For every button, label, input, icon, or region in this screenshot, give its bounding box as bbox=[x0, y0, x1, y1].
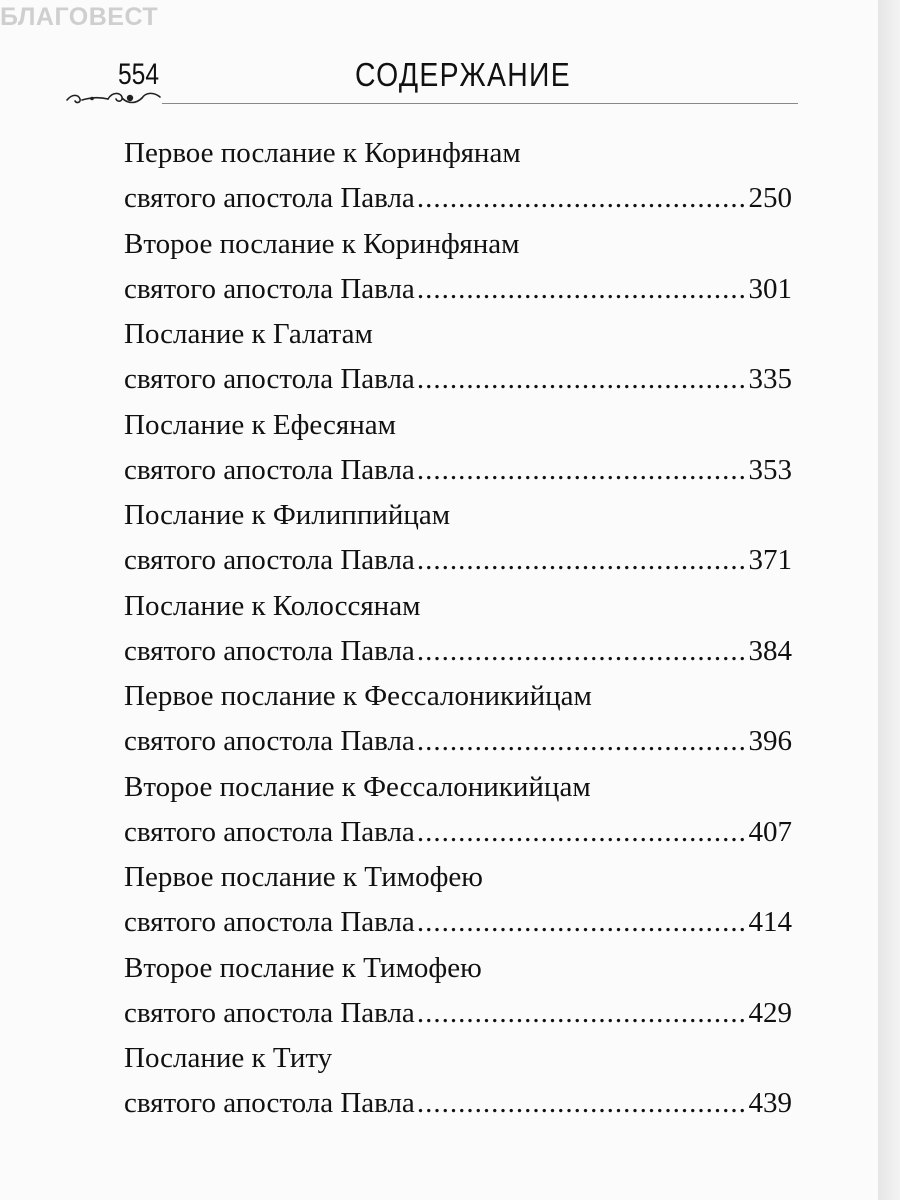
entry-page-number: 335 bbox=[748, 363, 792, 395]
entry-subtitle: святого апостола Павла bbox=[124, 906, 415, 938]
entry-subtitle: святого апостола Павла bbox=[124, 996, 415, 1029]
entry-subtitle: святого апостола Павла bbox=[124, 182, 415, 214]
dot-leader bbox=[417, 357, 747, 402]
entry-page-number: 429 bbox=[748, 996, 792, 1029]
entry-page-number: 250 bbox=[748, 182, 792, 214]
entry-title: Послание к Ефесянам bbox=[124, 408, 396, 441]
entry-subtitle-line bbox=[124, 900, 792, 945]
entry-subtitle-line bbox=[124, 719, 792, 764]
entry-subtitle: святого апостола Павла bbox=[124, 544, 415, 576]
dot-leader bbox=[417, 538, 747, 583]
entry-subtitle: святого апостола Павла bbox=[124, 363, 415, 395]
entry-subtitle: святого апостола Павла bbox=[124, 815, 415, 848]
entry-page-number: 407 bbox=[748, 815, 792, 848]
entry-title: Послание к Колоссянам bbox=[124, 589, 421, 622]
toc-entry[interactable] bbox=[124, 765, 792, 856]
entry-subtitle-line bbox=[124, 810, 792, 855]
toc-entry[interactable] bbox=[124, 403, 792, 494]
entry-title: Второе послание к Фессалоникийцам bbox=[124, 770, 591, 803]
entry-subtitle-line bbox=[124, 1081, 792, 1126]
toc-entry[interactable] bbox=[124, 855, 792, 946]
toc-entry[interactable] bbox=[124, 222, 792, 313]
watermark: БЛАГОВЕСТ bbox=[0, 3, 159, 31]
entry-subtitle: святого апостола Павла bbox=[124, 725, 415, 757]
section-title: СОДЕРЖАНИЕ bbox=[355, 56, 571, 93]
dot-leader bbox=[417, 900, 747, 945]
toc-entry[interactable] bbox=[124, 131, 792, 222]
dot-leader bbox=[417, 629, 747, 674]
dot-leader bbox=[417, 448, 747, 493]
entry-title: Послание к Филиппийцам bbox=[124, 499, 451, 531]
entry-page-number: 439 bbox=[748, 1087, 792, 1119]
entry-title: Второе послание к Коринфянам bbox=[124, 227, 520, 260]
entry-title: Первое послание к Коринфянам bbox=[124, 137, 521, 169]
entry-subtitle-line bbox=[124, 538, 792, 583]
entry-subtitle-line bbox=[124, 267, 792, 312]
entry-subtitle-line bbox=[124, 629, 792, 674]
entry-subtitle-line bbox=[124, 991, 792, 1036]
page-number: 554 bbox=[118, 58, 160, 91]
dot-leader bbox=[417, 719, 747, 764]
dot-leader bbox=[417, 267, 747, 312]
header-rule bbox=[162, 103, 798, 104]
toc-entry[interactable] bbox=[124, 584, 792, 675]
entry-subtitle-line bbox=[124, 176, 792, 221]
toc-entry[interactable] bbox=[124, 1036, 792, 1127]
page-edge-shadow bbox=[878, 0, 900, 1200]
entry-subtitle-line bbox=[124, 357, 792, 402]
entry-subtitle-line bbox=[124, 448, 792, 493]
dot-leader bbox=[417, 176, 747, 221]
entry-subtitle: святого апостола Павла bbox=[124, 1087, 415, 1119]
toc-entry[interactable] bbox=[124, 674, 792, 765]
entry-title: Второе послание к Тимофею bbox=[124, 951, 482, 984]
dot-leader bbox=[417, 1081, 747, 1126]
entry-page-number: 396 bbox=[748, 725, 792, 757]
entry-subtitle: святого апостола Павла bbox=[124, 453, 415, 486]
entry-page-number: 384 bbox=[748, 634, 792, 667]
entry-page-number: 414 bbox=[748, 906, 792, 938]
table-of-contents bbox=[124, 131, 792, 1127]
entry-title: Послание к Галатам bbox=[124, 318, 373, 350]
entry-page-number: 353 bbox=[748, 453, 792, 486]
ornament-flourish-icon bbox=[64, 86, 164, 108]
dot-leader bbox=[417, 991, 747, 1036]
entry-title: Послание к Титу bbox=[124, 1042, 333, 1074]
entry-subtitle: святого апостола Павла bbox=[124, 634, 415, 667]
toc-entry[interactable] bbox=[124, 946, 792, 1037]
entry-title: Первое послание к Фессалоникийцам bbox=[124, 680, 592, 712]
dot-leader bbox=[417, 810, 747, 855]
toc-entry[interactable] bbox=[124, 312, 792, 403]
entry-title: Первое послание к Тимофею bbox=[124, 861, 483, 893]
entry-page-number: 371 bbox=[748, 544, 792, 576]
toc-entry[interactable] bbox=[124, 493, 792, 584]
entry-subtitle: святого апостола Павла bbox=[124, 272, 415, 305]
entry-page-number: 301 bbox=[748, 272, 792, 305]
